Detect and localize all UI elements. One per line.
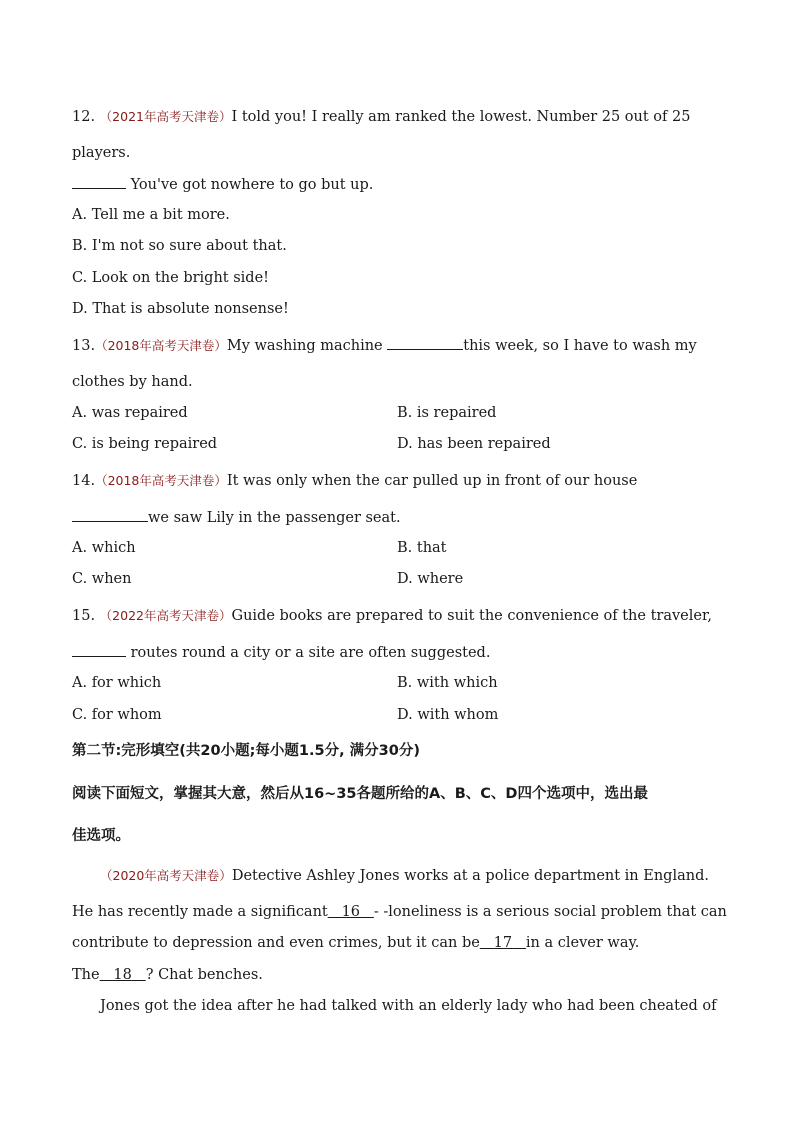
q12-stem-line-2: players. [72,145,131,161]
passage-source: （2020年高考天津卷） [100,868,232,883]
q14-stem-2: we saw Lily in the passenger seat. [148,510,401,526]
passage-line-3 [72,933,639,953]
q14-option-a: A. which [72,540,136,556]
passage-line-2 [72,902,727,922]
q12-number: 12. [72,109,96,125]
section-instruction-line-2: 佳选项。 [72,828,130,844]
q14-option-c: C. when [72,571,132,587]
q13-stem-line-2: clothes by hand. [72,374,193,390]
q13-option-c: C. is being repaired [72,436,218,452]
q13-number: 13. [72,338,96,354]
q13-answer-blank [387,335,463,350]
cloze-blank-18 [100,967,146,983]
cloze-blank-17-number: 17 [493,935,513,951]
q15-option-b: B. with which [397,675,498,691]
q13-option-a: A. was repaired [72,405,188,421]
q12-stem-line-1 [72,107,690,127]
passage-line-4a: The [72,967,100,983]
q12-option-a: A. Tell me a bit more. [72,207,230,223]
q13-stem-1a: My washing machine [226,338,383,354]
q14-stem-line-2 [72,507,401,528]
passage-line-1-text: Detective Ashley Jones works at a police department in England. [231,868,709,884]
q12-source: （2021年高考天津卷） [99,109,232,124]
q14-stem-1: It was only when the car pulled up in front of our house [226,473,638,489]
q14-source: （2018年高考天津卷） [95,473,227,488]
q15-option-d: D. with whom [397,707,499,723]
cloze-blank-16-number: 16 [341,904,361,920]
q14-option-b: B. that [397,540,447,556]
passage-line-4b: ? Chat benches. [145,967,263,983]
q13-stem-1b: this week, so I have to wash my [463,338,697,354]
section-heading: 第二节:完形填空(共20小题;每小题1.5分, 满分30分) [72,743,420,759]
q15-source: （2022年高考天津卷） [99,608,232,623]
q12-option-b: B. I'm not so sure about that. [72,238,287,254]
q15-option-a: A. for which [72,675,162,691]
q13-option-b: B. is repaired [397,405,497,421]
q15-stem-2: routes round a city or a site are often suggested. [130,645,491,661]
q12-stem-3: You've got nowhere to go but up. [130,177,374,193]
passage-line-3b: in a clever way. [525,935,640,951]
q12-stem-1: I told you! I really am ranked the lowest. Number 25 out of 25 [231,109,691,125]
cloze-blank-16 [328,904,374,920]
q13-source: （2018年高考天津卷） [95,338,227,353]
passage-line-3a: contribute to depression and even crimes, but it can be [72,935,480,951]
q15-number: 15. [72,608,96,624]
q14-number: 14. [72,473,96,489]
cloze-blank-18-number: 18 [113,967,132,983]
q15-stem-line-1 [72,606,712,626]
q15-answer-blank [72,642,126,657]
q15-stem-line-2 [72,642,490,663]
q12-answer-blank [72,174,126,189]
passage-line-2b: - -loneliness is a serious social problem that can [373,904,727,920]
q14-option-d: D. where [397,571,464,587]
q14-answer-blank [72,507,148,522]
q13-stem-line-1 [72,335,697,356]
q13-option-d: D. has been repaired [397,436,551,452]
passage-line-5: Jones got the idea after he had talked with an elderly lady who had been cheated of [100,998,717,1014]
passage-line-1 [100,866,709,886]
cloze-blank-17 [480,935,526,951]
q14-stem-line-1 [72,471,637,491]
q15-stem-1: Guide books are prepared to suit the convenience of the traveler, [231,608,712,624]
section-instruction-line-1: 阅读下面短文，掌握其大意，然后从16~35各题所给的A、B、C、D四个选项中，选出最 [72,786,648,802]
q12-option-d: D. That is absolute nonsense! [72,301,289,317]
passage-line-4 [72,965,263,985]
q12-stem-line-3 [72,174,373,195]
passage-line-2a: He has recently made a significant [72,904,328,920]
q12-option-c: C. Look on the bright side! [72,270,269,286]
q15-option-c: C. for whom [72,707,162,723]
